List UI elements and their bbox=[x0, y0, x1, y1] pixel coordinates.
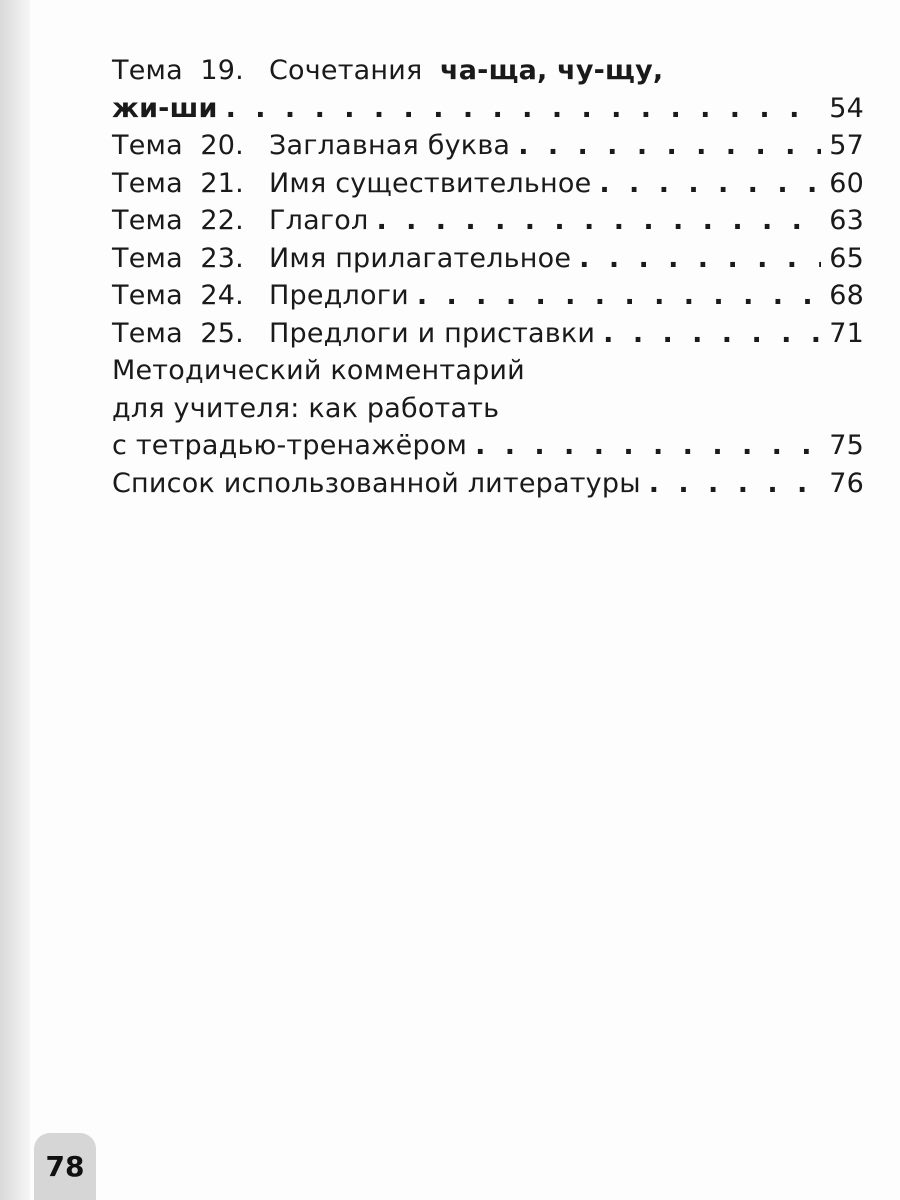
toc-entry-23 bbox=[112, 240, 864, 278]
topic-number: 23. bbox=[200, 242, 244, 274]
toc-entry-label bbox=[112, 202, 269, 240]
toc-entry-21 bbox=[112, 165, 864, 203]
toc-entry-title: Заглавная буква bbox=[269, 130, 511, 161]
toc-entry-20 bbox=[112, 127, 864, 165]
toc-page-number: 75 bbox=[829, 430, 864, 461]
toc-entry-22 bbox=[112, 202, 864, 240]
toc-entry-title: Предлоги и приставки bbox=[269, 317, 596, 349]
toc-entry-24 bbox=[112, 277, 864, 315]
toc-page-number: 68 bbox=[829, 280, 864, 311]
toc-entry-method-line1 bbox=[112, 352, 864, 390]
toc-entry-title-continued: с тетрадью-тренажёром bbox=[112, 430, 468, 461]
topic-number: 21. bbox=[200, 167, 244, 199]
title-plain: Сочетания bbox=[269, 55, 423, 86]
toc-page-number: 63 bbox=[829, 205, 864, 236]
topic-word: Тема bbox=[112, 280, 183, 311]
toc-entry-label bbox=[112, 240, 269, 278]
topic-number: 24. bbox=[200, 280, 244, 311]
toc-entry-title: Глагол bbox=[269, 205, 369, 236]
topic-number: 20. bbox=[200, 130, 244, 161]
leader-dots bbox=[603, 315, 821, 353]
page-number: 78 bbox=[45, 1150, 85, 1183]
toc-entry-title bbox=[269, 52, 663, 90]
toc-page-number: 54 bbox=[829, 92, 864, 124]
toc-entry-label bbox=[112, 52, 269, 90]
toc-entry-25 bbox=[112, 315, 864, 353]
toc-entry-label bbox=[112, 127, 269, 165]
toc-entry-method-line2 bbox=[112, 390, 864, 428]
toc-entry-label bbox=[112, 277, 269, 315]
toc-entry-title: Список использованной литературы bbox=[112, 467, 641, 499]
leader-dots bbox=[475, 427, 821, 465]
leader-dots bbox=[518, 127, 821, 165]
topic-number: 22. bbox=[200, 205, 244, 236]
toc-entry-title: Методический комментарий bbox=[112, 355, 525, 386]
toc-entry-19-line1 bbox=[112, 52, 864, 90]
table-of-contents bbox=[112, 52, 864, 502]
toc-entry-title: Предлоги bbox=[269, 280, 409, 311]
topic-word: Тема bbox=[112, 55, 183, 86]
toc-entry-title: Имя существительное bbox=[269, 167, 592, 199]
toc-page-number: 76 bbox=[829, 467, 864, 499]
title-bold: ча-ща, чу-щу, bbox=[440, 55, 664, 86]
leader-dots bbox=[599, 165, 821, 203]
topic-word: Тема bbox=[112, 130, 183, 161]
toc-entry-method-line3 bbox=[112, 427, 864, 465]
page-edge-shade bbox=[0, 0, 30, 1200]
toc-entry-19-line2 bbox=[112, 90, 864, 128]
toc-entry-literature bbox=[112, 465, 864, 503]
toc-entry-label bbox=[112, 165, 269, 203]
title-bold-continued: жи-ши bbox=[112, 92, 218, 124]
toc-page-number: 60 bbox=[829, 167, 864, 199]
topic-word: Тема bbox=[112, 205, 183, 236]
toc-page-number: 57 bbox=[829, 130, 864, 161]
toc-entry-label bbox=[112, 315, 269, 353]
page-number-badge bbox=[34, 1133, 96, 1200]
topic-number: 19. bbox=[200, 55, 244, 86]
topic-number: 25. bbox=[200, 317, 244, 349]
topic-word: Тема bbox=[112, 317, 183, 349]
leader-dots bbox=[417, 277, 821, 315]
leader-dots bbox=[226, 90, 822, 128]
toc-page-number: 65 bbox=[829, 242, 864, 274]
toc-page-number: 71 bbox=[829, 317, 864, 349]
leader-dots bbox=[649, 465, 822, 503]
topic-word: Тема bbox=[112, 242, 183, 274]
leader-dots bbox=[376, 202, 821, 240]
leader-dots bbox=[579, 240, 821, 278]
toc-entry-title: Имя прилагательное bbox=[269, 242, 572, 274]
topic-word: Тема bbox=[112, 167, 183, 199]
toc-entry-title-continued: для учителя: как работать bbox=[112, 392, 500, 424]
